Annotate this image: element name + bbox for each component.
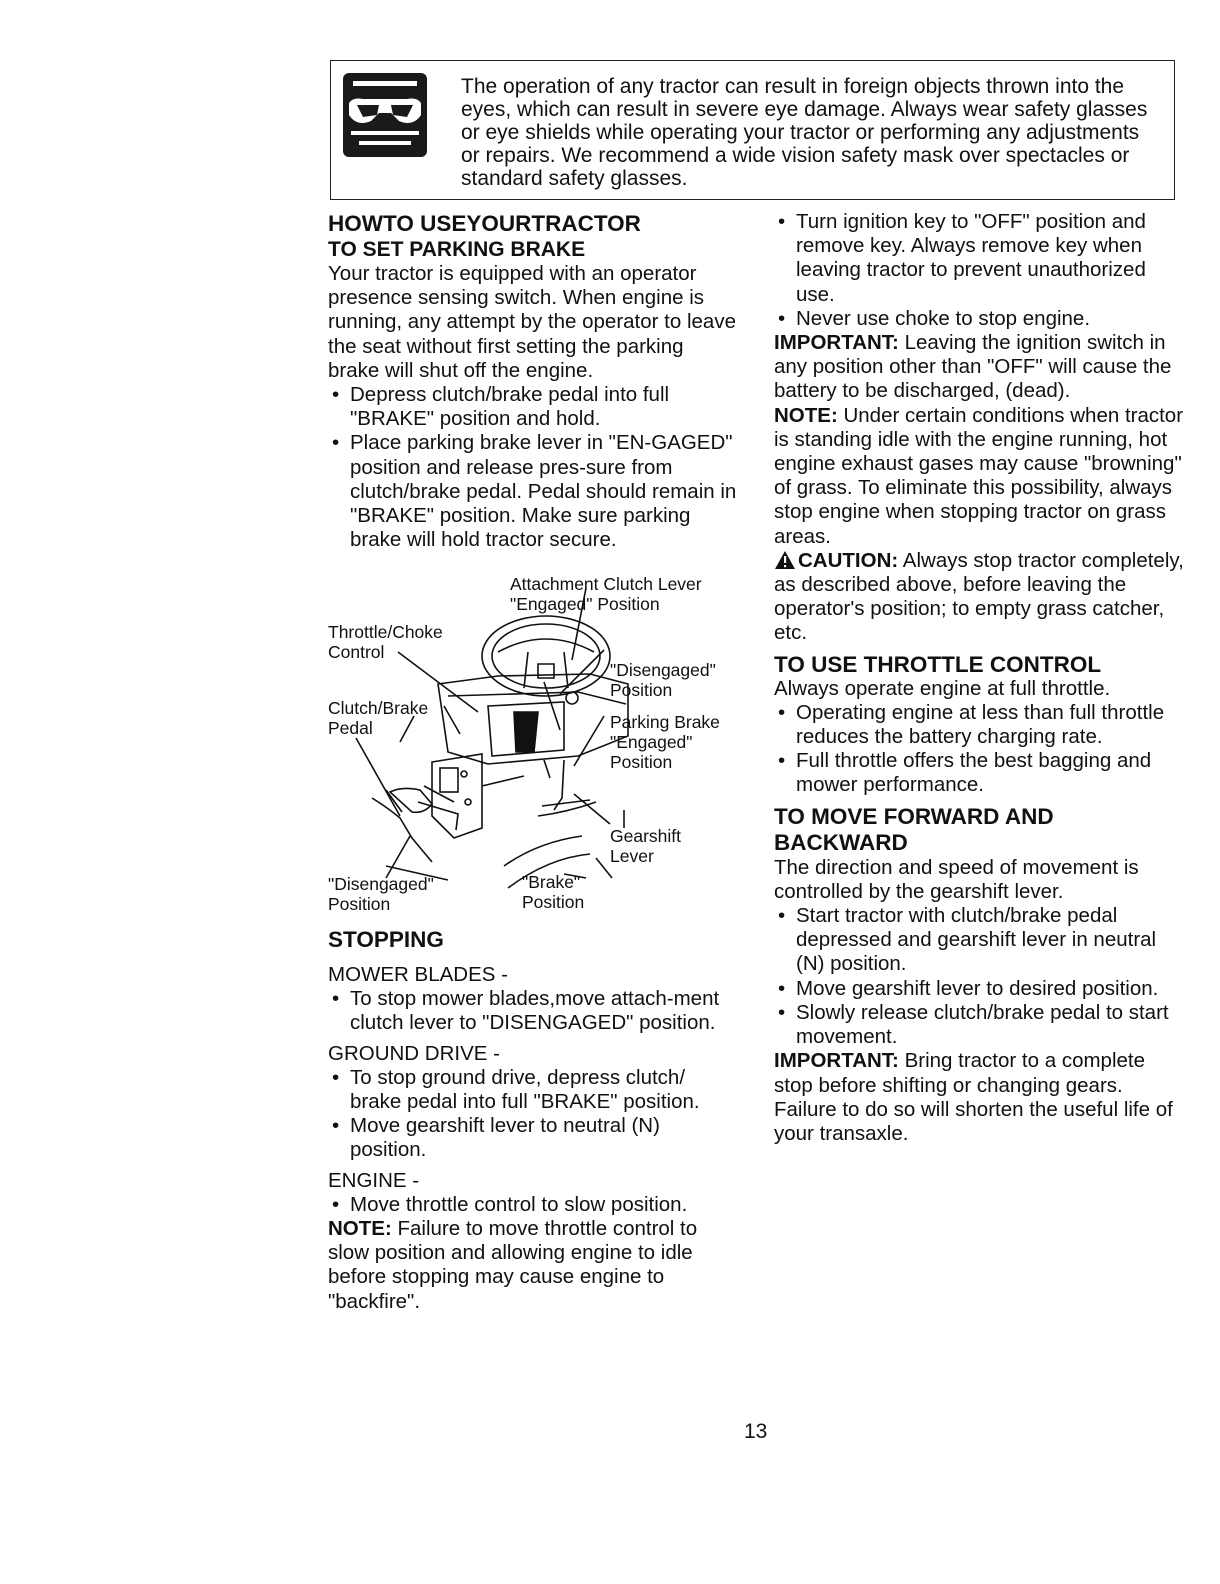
note-text: Failure to move throttle control to slow position and allowing engine to idle before stopping may cause engine to "backfire". <box>328 1217 698 1313</box>
list-item: • Start tractor with clutch/brake pedal depressed and gearshift lever in neutral (N) position. <box>774 904 1184 977</box>
disengaged-position-top-label: "Disengaged" Position <box>610 660 716 700</box>
important-gears <box>774 1049 1184 1146</box>
mower-blades-steps <box>328 987 738 1035</box>
move-heading: TO MOVE FORWARD AND BACKWARD <box>774 803 1054 855</box>
parking-brake-intro: Your tractor is equipped with an operator presence sensing switch. When engine is running, any attempt by the operator to leave the seat without first setting the parking brake will shut off the engine. <box>328 262 736 382</box>
list-item: • Full throttle offers the best bagging and mower performance. <box>774 749 1184 797</box>
list-item: • Place parking brake lever in "EN-GAGED" position and release pres-sure from clutch/brake pedal. Pedal should remain in "BRAKE" position. Make sure parking brake will hold tractor secure. <box>328 431 738 552</box>
ground-drive-label: GROUND DRIVE - <box>328 1041 500 1065</box>
note-label: NOTE: <box>774 403 838 427</box>
exhaust-note <box>774 404 1184 549</box>
eye-safety-warning-box <box>330 60 1175 200</box>
throttle-intro: Always operate engine at full throttle. <box>774 676 1111 700</box>
parking-brake-heading: TO SET PARKING BRAKE <box>328 238 586 261</box>
caution-triangle-icon <box>774 550 796 570</box>
parking-brake-steps <box>328 383 738 552</box>
parking-brake-engaged-label: Parking Brake "Engaged" Position <box>610 712 720 772</box>
section-title: HOWTO USEYOURTRACTOR <box>328 211 641 236</box>
important-text: Bring tractor to a complete stop before shifting or changing gears. Failure to do so will shorten the useful life of your transaxle. <box>774 1049 1173 1145</box>
ground-drive-steps <box>328 1066 738 1163</box>
safety-glasses-icon <box>343 73 427 157</box>
right-column <box>774 210 1184 1146</box>
engine-steps <box>328 1193 738 1217</box>
caution-label: CAUTION: <box>798 548 899 572</box>
clutch-brake-pedal-label: Clutch/Brake Pedal <box>328 698 429 738</box>
left-column <box>328 210 738 552</box>
stopping-section <box>328 926 738 1314</box>
important-label: IMPORTANT: <box>774 1049 899 1073</box>
list-item: • Move throttle control to slow position. <box>328 1193 738 1217</box>
ignition-steps <box>774 210 1184 331</box>
caution-paragraph <box>774 549 1184 646</box>
list-item: • Never use choke to stop engine. <box>774 307 1184 331</box>
list-item: • Depress clutch/brake pedal into full "BRAKE" position and hold. <box>328 383 738 431</box>
list-item: • To stop mower blades,move attach-ment clutch lever to "DISENGAGED" position. <box>328 987 738 1035</box>
warning-text: The operation of any tractor can result in foreign objects thrown into the eyes, which can result in severe eye damage. Always wear safety glasses or eye shields while operating your tractor or performing any adjustments or repairs. We recommend a wide vision safety mask over spectacles or standard safety glasses. <box>461 75 1148 190</box>
list-item: • Move gearshift lever to neutral (N) position. <box>328 1114 738 1162</box>
list-item: • To stop ground drive, depress clutch/ brake pedal into full "BRAKE" position. <box>328 1066 738 1114</box>
engine-note <box>328 1217 738 1314</box>
move-intro: The direction and speed of movement is controlled by the gearshift lever. <box>774 855 1139 903</box>
disengaged-position-bottom-label: "Disengaged" Position <box>328 874 434 914</box>
stopping-heading: STOPPING <box>328 927 444 952</box>
mower-blades-label: MOWER BLADES - <box>328 963 508 986</box>
list-item: • Operating engine at less than full throttle reduces the battery charging rate. <box>774 701 1184 749</box>
important-text: Leaving the ignition switch in any position other than "OFF" will cause the battery to be discharged, (dead). <box>774 331 1172 403</box>
tractor-controls-diagram <box>328 566 738 918</box>
note-text: Under certain conditions when tractor is standing idle with the engine running, hot engine exhaust gases may cause "browning" of grass. To eliminate this possibility, always stop engine when stopping tractor on grass areas. <box>774 403 1184 548</box>
engine-label: ENGINE - <box>328 1168 420 1192</box>
throttle-heading: TO USE THROTTLE CONTROL <box>774 651 1102 677</box>
list-item: • Move gearshift lever to desired position. <box>774 977 1184 1001</box>
move-steps <box>774 904 1184 1049</box>
list-item: • Slowly release clutch/brake pedal to start movement. <box>774 1001 1184 1049</box>
caution-text: Always stop tractor completely, as described above, before leaving the operator's position; to empty grass catcher, etc. <box>774 548 1184 645</box>
throttle-points <box>774 701 1184 798</box>
note-label: NOTE: <box>328 1217 392 1241</box>
list-item: • Turn ignition key to "OFF" position and remove key. Always remove key when leaving tractor to prevent unauthorized use. <box>774 210 1184 307</box>
throttle-choke-control-label: Throttle/Choke Control <box>328 622 443 662</box>
important-ignition <box>774 331 1184 404</box>
attachment-clutch-lever-label: Attachment Clutch Lever "Engaged" Position <box>510 574 702 614</box>
important-label: IMPORTANT: <box>774 331 899 355</box>
gearshift-lever-label: Gearshift Lever <box>610 826 681 866</box>
page-number: 13 <box>744 1420 768 1443</box>
brake-position-label: "Brake" Position <box>522 872 585 912</box>
